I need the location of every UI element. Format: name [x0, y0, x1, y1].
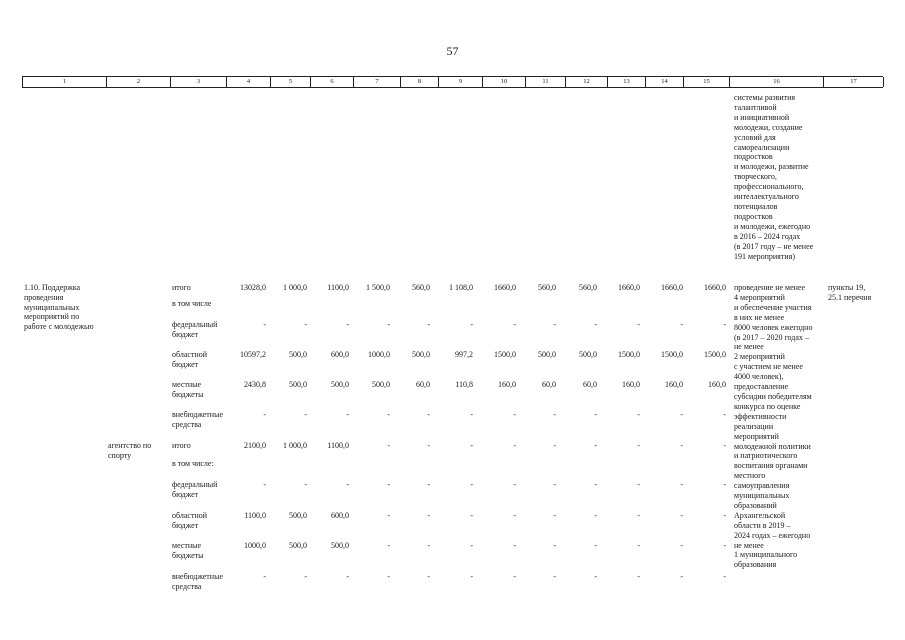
row-label: итого — [172, 283, 191, 292]
table-cell: 1 500,0 — [366, 283, 390, 292]
table-cell: - — [637, 410, 640, 419]
table-cell: - — [304, 320, 307, 329]
table-cell: 1660,0 — [704, 283, 726, 292]
measure-links: пункты 19, 25.1 перечня — [828, 283, 872, 302]
table-cell: - — [723, 541, 726, 550]
table-cell: - — [680, 541, 683, 550]
table-cell: - — [637, 572, 640, 581]
table-cell: 560,0 — [412, 283, 430, 292]
table-cell: 10597,2 — [240, 350, 266, 359]
table-cell: - — [427, 541, 430, 550]
table-cell: - — [304, 572, 307, 581]
table-cell: - — [346, 572, 349, 581]
table-cell: - — [346, 410, 349, 419]
table-cell: - — [723, 410, 726, 419]
table-cell: - — [637, 320, 640, 329]
table-cell: 1100,0 — [244, 511, 266, 520]
table-cell: 500,0 — [412, 350, 430, 359]
table-cell: - — [594, 572, 597, 581]
row-label: федеральный бюджет — [172, 320, 218, 339]
table-cell: 1 000,0 — [283, 441, 307, 450]
table-cell: - — [513, 480, 516, 489]
table-cell: 110,8 — [455, 380, 473, 389]
table-cell: 1500,0 — [704, 350, 726, 359]
table-cell: 600,0 — [331, 350, 349, 359]
table-cell: - — [470, 511, 473, 520]
table-cell: - — [680, 320, 683, 329]
table-cell: 2430,8 — [244, 380, 266, 389]
header-cell-6: 6 — [311, 77, 354, 87]
header-cell-4: 4 — [227, 77, 271, 87]
table-cell: - — [346, 480, 349, 489]
table-cell: - — [637, 511, 640, 520]
table-cell: - — [594, 320, 597, 329]
table-cell: 500,0 — [289, 541, 307, 550]
header-cell-15: 15 — [684, 77, 730, 87]
table-cell: - — [723, 441, 726, 450]
table-cell: - — [470, 320, 473, 329]
table-cell: - — [553, 511, 556, 520]
table-cell: - — [387, 441, 390, 450]
table-cell: 1500,0 — [661, 350, 683, 359]
table-cell: - — [680, 572, 683, 581]
table-cell: - — [594, 541, 597, 550]
row-label: в том числе — [172, 299, 212, 308]
table-cell: - — [723, 480, 726, 489]
table-cell: 1100,0 — [327, 283, 349, 292]
table-cell: - — [553, 410, 556, 419]
table-cell: - — [680, 511, 683, 520]
table-cell: - — [723, 511, 726, 520]
table-cell: - — [427, 410, 430, 419]
header-cell-5: 5 — [271, 77, 311, 87]
table-cell: 500,0 — [372, 380, 390, 389]
table-cell: 500,0 — [331, 380, 349, 389]
row-label: областной бюджет — [172, 350, 208, 369]
table-cell: - — [263, 480, 266, 489]
table-cell: - — [637, 541, 640, 550]
table-cell: - — [594, 441, 597, 450]
header-cell-13: 13 — [608, 77, 646, 87]
table-cell: 1000,0 — [368, 350, 390, 359]
table-cell: - — [553, 320, 556, 329]
table-cell: 1500,0 — [618, 350, 640, 359]
table-cell: - — [387, 541, 390, 550]
table-cell: - — [513, 441, 516, 450]
table-cell: - — [263, 320, 266, 329]
table-cell: - — [680, 480, 683, 489]
table-cell: - — [723, 572, 726, 581]
table-cell: 560,0 — [579, 283, 597, 292]
table-cell: - — [637, 441, 640, 450]
table-cell: - — [387, 572, 390, 581]
table-cell: 60,0 — [542, 380, 556, 389]
table-cell: - — [427, 480, 430, 489]
header-cell-17: 17 — [824, 77, 884, 87]
table-cell: - — [637, 480, 640, 489]
table-cell: - — [427, 511, 430, 520]
table-cell: - — [513, 511, 516, 520]
table-cell: 160,0 — [665, 380, 683, 389]
executor-sport-agency: агентство по спорту — [108, 441, 152, 460]
table-cell: 1660,0 — [661, 283, 683, 292]
table-cell: - — [387, 320, 390, 329]
table-cell: - — [427, 320, 430, 329]
header-cell-7: 7 — [354, 77, 401, 87]
table-cell: - — [470, 572, 473, 581]
table-cell: - — [513, 541, 516, 550]
table-cell: - — [387, 410, 390, 419]
table-cell: - — [513, 572, 516, 581]
table-cell: - — [553, 572, 556, 581]
table-cell: 600,0 — [331, 511, 349, 520]
table-cell: - — [553, 441, 556, 450]
header-cell-9: 9 — [439, 77, 483, 87]
table-cell: - — [723, 320, 726, 329]
table-cell: - — [387, 480, 390, 489]
table-cell: 1 000,0 — [283, 283, 307, 292]
table-cell: 500,0 — [289, 380, 307, 389]
table-cell: - — [553, 480, 556, 489]
table-cell: - — [304, 480, 307, 489]
header-cell-10: 10 — [483, 77, 526, 87]
continuation-result-text: системы развития талантливой и инициативной молодежи, создание условий для самореализации подростков и молодежи, развитие творческого, профессионального, интеллектуального потенциалов подростков и молодежи, ежегодно в 2016 – 2024 годах (в 2017 году – не менее 191 мероприятия) — [734, 93, 814, 261]
table-cell: - — [263, 572, 266, 581]
table-cell: 1500,0 — [494, 350, 516, 359]
table-cell: 1000,0 — [244, 541, 266, 550]
row-label: внебюджетные средства — [172, 410, 223, 429]
row-label: федеральный бюджет — [172, 480, 218, 499]
table-cell: - — [553, 541, 556, 550]
table-cell: 160,0 — [498, 380, 516, 389]
header-cell-3: 3 — [171, 77, 227, 87]
table-cell: 500,0 — [579, 350, 597, 359]
table-cell: - — [263, 410, 266, 419]
table-cell: - — [594, 480, 597, 489]
header-cell-8: 8 — [401, 77, 439, 87]
table-cell: 60,0 — [583, 380, 597, 389]
table-cell: 500,0 — [538, 350, 556, 359]
row-label: областной бюджет — [172, 511, 208, 530]
table-cell: - — [470, 480, 473, 489]
measure-title: 1.10. Поддержка проведения муниципальных мероприятий по работе с молодежью — [24, 283, 94, 332]
table-cell: 1660,0 — [618, 283, 640, 292]
table-cell: 1 108,0 — [449, 283, 473, 292]
table-cell: 997,2 — [455, 350, 473, 359]
table-cell: 500,0 — [289, 511, 307, 520]
table-cell: - — [387, 511, 390, 520]
header-cell-11: 11 — [526, 77, 566, 87]
table-cell: 60,0 — [416, 380, 430, 389]
header-cell-1: 1 — [23, 77, 107, 87]
table-cell: - — [304, 410, 307, 419]
table-cell: 160,0 — [708, 380, 726, 389]
table-cell: 560,0 — [538, 283, 556, 292]
table-cell: - — [346, 320, 349, 329]
page-number: 57 — [446, 44, 459, 58]
row-label: местные бюджеты — [172, 541, 204, 560]
table-cell: 160,0 — [622, 380, 640, 389]
row-label: местные бюджеты — [172, 380, 204, 399]
header-cell-14: 14 — [646, 77, 684, 87]
table-cell: 13028,0 — [240, 283, 266, 292]
table-cell: 1660,0 — [494, 283, 516, 292]
table-cell: 2100,0 — [244, 441, 266, 450]
table-cell: 500,0 — [331, 541, 349, 550]
row-label: итого — [172, 441, 191, 450]
table-cell: - — [470, 441, 473, 450]
table-cell: - — [513, 410, 516, 419]
header-cell-16: 16 — [730, 77, 824, 87]
table-cell: - — [594, 511, 597, 520]
header-cell-12: 12 — [566, 77, 608, 87]
table-cell: - — [513, 320, 516, 329]
header-cell-2: 2 — [107, 77, 171, 87]
row-label: внебюджетные средства — [172, 572, 223, 591]
table-cell: - — [680, 441, 683, 450]
table-cell: 1100,0 — [327, 441, 349, 450]
table-cell: - — [470, 410, 473, 419]
measure-result-text: проведение не менее 4 мероприятий и обеспечение участия в них не менее 8000 человек ежегодно (в 2017 – 2020 годах – не менее 2 мероприятий с участием не менее 4000 человек), предоставление субсидии победителям конкурса по оценке эффективности реализации мероприятий молодежной политики и патриотического воспитания органами местного самоуправления муниципальных образований Архангельской области в 2019 – 2024 годах – ежегодно не менее 1 муниципального образования — [734, 283, 813, 570]
table-cell: - — [470, 541, 473, 550]
table-cell: 500,0 — [289, 350, 307, 359]
table-cell: - — [427, 441, 430, 450]
table-cell: - — [594, 410, 597, 419]
table-cell: - — [427, 572, 430, 581]
table-cell: - — [680, 410, 683, 419]
row-label: в том числе: — [172, 459, 214, 468]
table-header-row — [22, 76, 883, 88]
